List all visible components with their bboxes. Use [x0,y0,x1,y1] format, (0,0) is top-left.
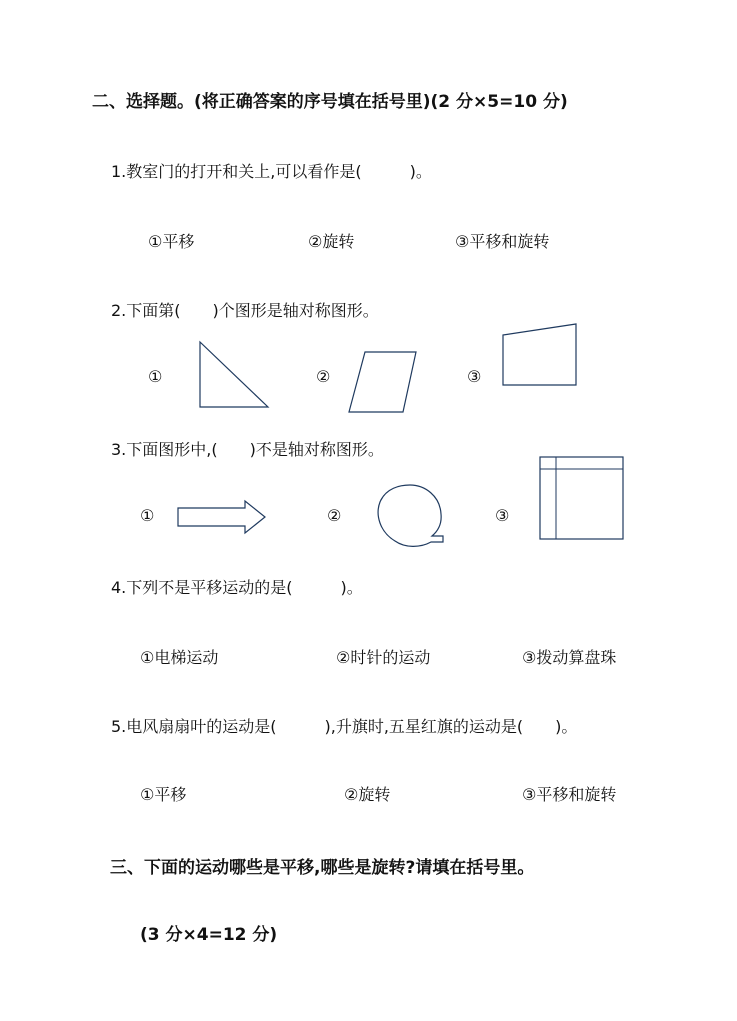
section-2-title: 二、选择题。(将正确答案的序号填在括号里)(2 分×5=10 分) [92,92,568,112]
question-3-text: 3.下面图形中,( )不是轴对称图形。 [111,440,384,459]
question-4-option-3: ③拨动算盘珠 [522,648,617,667]
question-3-marker-1: ① [140,506,155,525]
question-4-text: 4.下列不是平移运动的是( )。 [111,578,363,597]
section-3-score: (3 分×4=12 分) [140,925,278,945]
question-2-text: 2.下面第( )个图形是轴对称图形。 [111,301,379,320]
question-4-option-1: ①电梯运动 [140,648,219,667]
question-1-text: 1.教室门的打开和关上,可以看作是( )。 [111,162,432,181]
question-5-text: 5.电风扇扇叶的运动是( ),升旗时,五星红旗的运动是( )。 [111,717,578,736]
section-3-title: 三、下面的运动哪些是平移,哪些是旋转?请填在括号里。 [110,858,535,878]
question-3-marker-3: ③ [495,506,510,525]
question-3-marker-2: ② [327,506,342,525]
question-2-marker-3: ③ [467,367,482,386]
question-2-marker-2: ② [316,367,331,386]
question-4-option-2: ②时针的运动 [336,648,431,667]
question-1-option-1: ①平移 [148,232,195,251]
question-2-marker-1: ① [148,367,163,386]
question-5-option-3: ③平移和旋转 [522,785,617,804]
question-5-option-2: ②旋转 [344,785,391,804]
question-1-option-2: ②旋转 [308,232,355,251]
question-5-option-1: ①平移 [140,785,187,804]
question-1-option-3: ③平移和旋转 [455,232,550,251]
